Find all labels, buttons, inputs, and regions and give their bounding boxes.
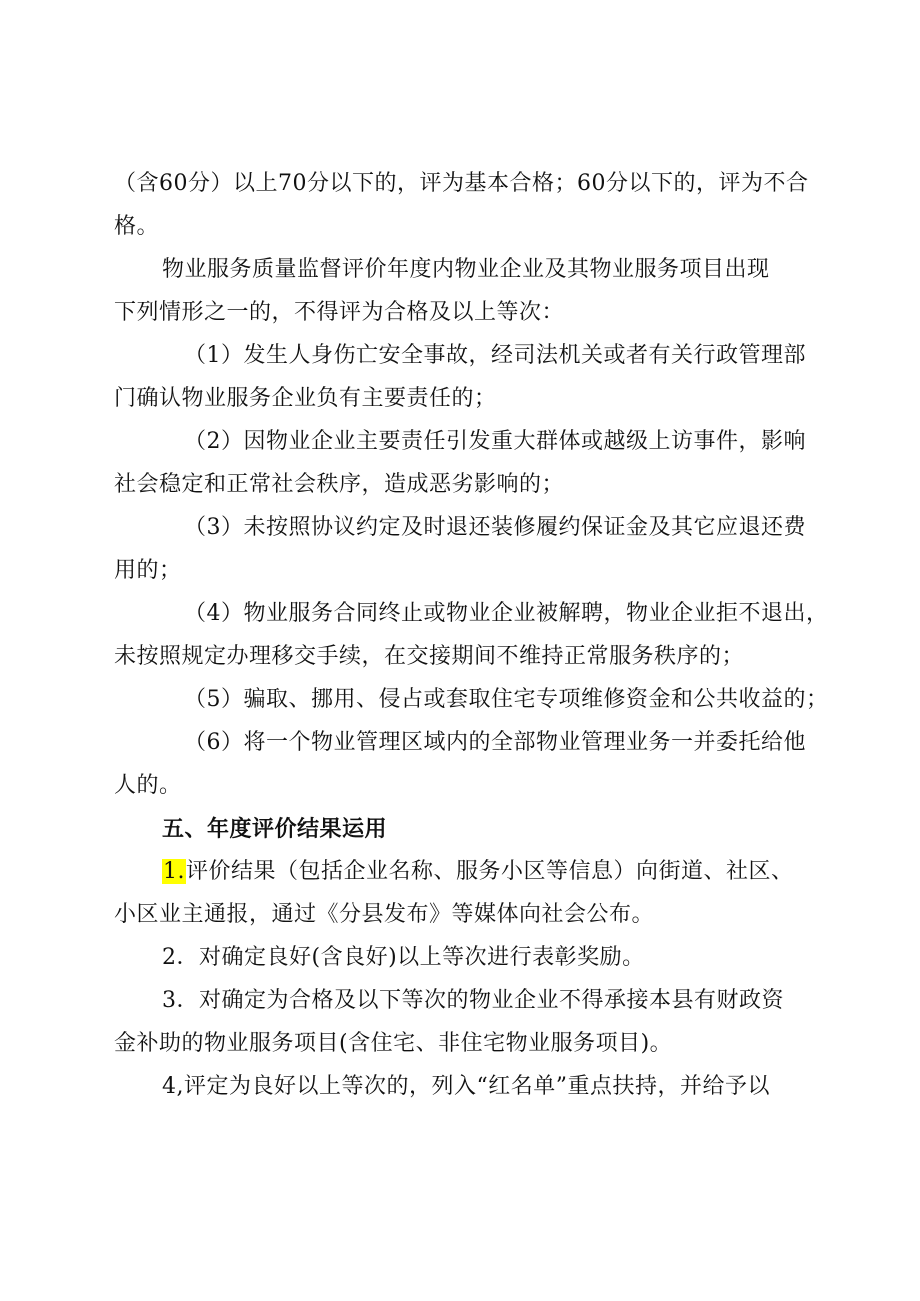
section-heading: 五、年度评价结果运用 [162,816,388,842]
list-item-6-line: （6）将一个物业管理区域内的全部物业管理业务一并委托给他 [184,730,806,755]
list-item-3-line: （3）未按照协议约定及时退还装修履约保证金及其它应退还费 [184,515,806,540]
list-item-4-line: （4）物业服务合同终止或物业企业被解聘，物业企业拒不退出， [184,601,829,626]
text-line: 未按照规定办理移交手续，在交接期间不维持正常服务秩序的； [114,644,745,669]
text-line: 用的； [114,558,182,583]
document-page [114,165,829,1106]
text-span: 评价结果（包括企业名称、服务小区等信息）向街道、社区、 [186,859,794,884]
text-line: 门确认物业服务企业负有主要责任的； [114,386,497,411]
paragraph-line: 物业服务质量监督评价年度内物业企业及其物业服务项目出现 [162,257,770,282]
text-line: （含60分）以上70分以下的，评为基本合格；60分以下的，评为不合 [114,171,809,196]
list-item-5-line: （5）骗取、挪用、侵占或套取住宅专项维修资金和公共收益的； [184,687,829,712]
highlighted-number: 1. [163,859,185,884]
result-item-4-line: 4,评定为良好以上等次的，列入“红名单”重点扶持，并给予以 [162,1074,770,1099]
text-line: 金补助的物业服务项目(含住宅、非住宅物业服务项目)。 [114,1031,673,1056]
text-line: 社会稳定和正常社会秩序，造成恶劣影响的； [114,472,565,497]
text-line: 人的。 [114,773,182,798]
text-line: 下列情形之一的，不得评为合格及以上等次： [114,300,565,325]
text-line: 格。 [114,214,160,239]
list-item-2-line: （2）因物业企业主要责任引发重大群体或越级上访事件，影响 [184,429,806,454]
result-item-3-line: 3．对确定为合格及以下等次的物业企业不得承接本县有财政资 [162,988,784,1013]
result-item-2-line: 2．对确定良好(含良好)以上等次进行表彰奖励。 [162,945,645,970]
result-item-1-line [114,853,814,891]
list-item-1-line: （1）发生人身伤亡安全事故，经司法机关或者有关行政管理部 [184,343,806,368]
text-line: 小区业主通报，通过《分县发布》等媒体向社会公布。 [114,902,655,927]
